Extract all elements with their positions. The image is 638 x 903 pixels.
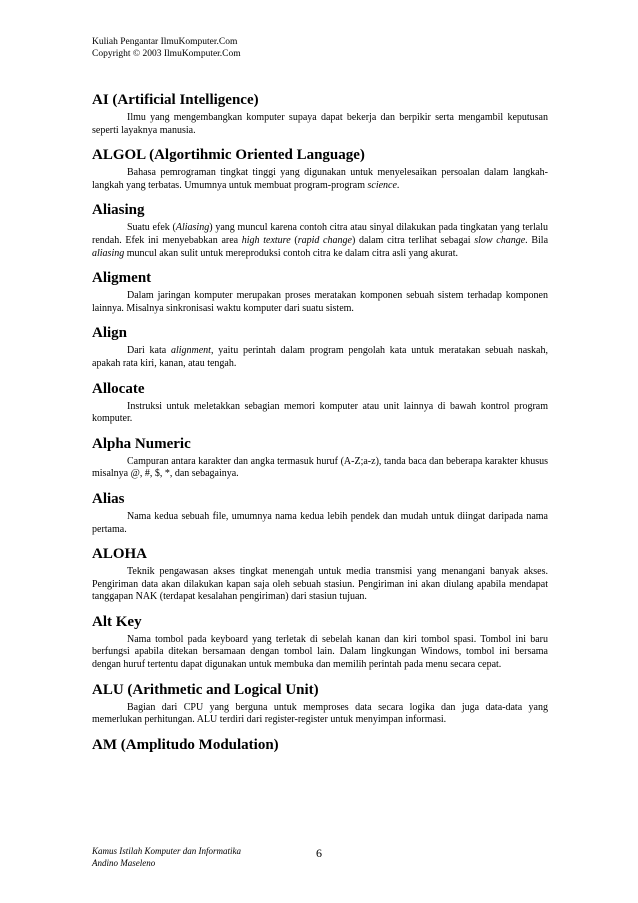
definition-text: , yaitu perintah dalam program pengolah kata untuk meratakan sebuah naskah, apakah rata kiri, kanan, atau tengah. (92, 345, 548, 369)
entry-term: Alt Key (92, 613, 142, 630)
glossary-entry (92, 147, 548, 192)
definition-text: . Bila (525, 234, 549, 246)
definition-italic-text: high texture (241, 234, 291, 246)
definition-text: Dalam jaringan komputer merupakan proses meratakan komponen sebuah sistem terhadap komponen lainnya. Misalnya sinkronisasi waktu komputer dari suatu sistem. (92, 290, 548, 314)
definition-italic-text: aliasing (92, 247, 125, 259)
entry-term: Allocate (92, 380, 145, 397)
footer-book-title: Kamus Istilah Komputer dan Informatika (92, 846, 242, 856)
entry-definition (92, 290, 548, 315)
entry-definition (92, 112, 548, 137)
definition-text: ) yang muncul karena contoh citra atau sinyal dilakukan pada tingkatan yang terlalu rendah. Efek ini menyebabkan area (92, 222, 548, 246)
definition-text: ) dalam citra terlihat sebagai (351, 234, 475, 246)
glossary-entry (92, 737, 548, 754)
entry-term: ALGOL (Algortihmic Oriented Language) (92, 147, 365, 164)
glossary-entry (92, 381, 548, 426)
definition-text: Nama kedua sebuah file, umumnya nama kedua lebih pendek dan mudah untuk diingat daripada nama pertama. (92, 510, 548, 535)
header-course-title: Kuliah Pengantar IlmuKomputer.Com (92, 37, 238, 47)
footer-author: Andino Maseleno (92, 858, 156, 868)
definition-text: Bagian dari CPU yang berguna untuk memproses data secara logika dan juga data-data yang memerlukan perhitungan. ALU terdiri dari register-register untuk menyimpan informasi. (92, 701, 548, 726)
entry-term: Aligment (92, 270, 152, 287)
entry-term: Aliasing (92, 202, 145, 219)
entry-definition (92, 702, 548, 727)
page-footer (92, 845, 241, 869)
entry-definition (92, 511, 548, 536)
glossary-entry (92, 491, 548, 536)
definition-text: Suatu efek ( (127, 222, 176, 234)
definition-text: Teknik pengawasan akses tingkat menengah untuk media transmisi yang menangani banyak akses. Pengiriman data akan dilakukan kapan saja oleh sebuah stasiun. Pengiriman ini akan diulang apabila mendapat tanggapan NAK (terdapat kesalahan pengiriman) dari stasiun tujuan. (92, 566, 548, 603)
definition-italic-text: slow change (474, 234, 526, 246)
entry-term: Alias (92, 490, 125, 507)
page-number: 6 (316, 846, 322, 860)
entry-definition (92, 566, 548, 604)
glossary-entry (92, 92, 548, 137)
definition-text: . (396, 179, 400, 191)
entry-definition (92, 456, 548, 481)
definition-text: Dari kata (127, 345, 171, 357)
page-header (92, 36, 241, 60)
definition-text: Nama tombol pada keyboard yang terletak di sebelah kanan dan kiri tombol spasi. Tombol ini baru berfungsi apabila ditekan bersamaan dengan tombol lain. Dalam lingkungan Windows, tombol ini bersama dengan huruf tertentu dapat digunakan untuk membuka dan memilih perintah pada menu secara cepat. (92, 633, 548, 671)
glossary-entry (92, 202, 548, 260)
glossary-entry (92, 614, 548, 672)
entry-definition (92, 345, 548, 370)
entry-term: ALOHA (92, 546, 148, 563)
glossary-entry (92, 270, 548, 315)
definition-text: Bahasa pemrograman tingkat tinggi yang digunakan untuk menyelesaikan persoalan dalam langkah-langkah yang terbatas. Umumnya untuk membuat program-program (92, 167, 548, 191)
definition-text: Ilmu yang mengembangkan komputer supaya dapat bekerja dan berpikir serta mengambil keputusan seperti layaknya manusia. (92, 112, 548, 136)
entry-term: ALU (Arithmetic and Logical Unit) (92, 681, 319, 698)
definition-italic-text: rapid change (297, 234, 352, 246)
glossary-entry (92, 436, 548, 481)
definition-italic-text: alignment (170, 345, 211, 357)
entry-term: AI (Artificial Intelligence) (92, 92, 259, 108)
header-copyright: Copyright © 2003 IlmuKomputer.Com (92, 49, 241, 59)
definition-text: muncul akan sulit untuk mereproduksi contoh citra ke dalam citra asli yang akurat. (124, 247, 459, 259)
definition-italic-text: Aliasing (175, 222, 210, 234)
entry-term: AM (Amplitudo Modulation) (92, 736, 279, 753)
entry-definition (92, 401, 548, 426)
definition-text: ( (290, 234, 298, 246)
definition-text: Instruksi untuk meletakkan sebagian memori komputer atau unit lainnya di bawah kontrol program komputer. (92, 400, 548, 425)
entry-term: Align (92, 325, 128, 342)
definition-text: Campuran antara karakter dan angka termasuk huruf (A-Z;a-z), tanda baca dan beberapa karakter khusus misalnya @, #, $, *, dan sebagainya. (92, 455, 548, 480)
definition-italic-text: science (367, 179, 397, 191)
glossary-entry (92, 325, 548, 370)
entry-term: Alpha Numeric (92, 435, 191, 452)
glossary-entry (92, 682, 548, 727)
glossary-entries (92, 92, 548, 764)
entry-definition (92, 222, 548, 260)
glossary-entry (92, 546, 548, 604)
entry-definition (92, 634, 548, 672)
entry-definition (92, 167, 548, 192)
